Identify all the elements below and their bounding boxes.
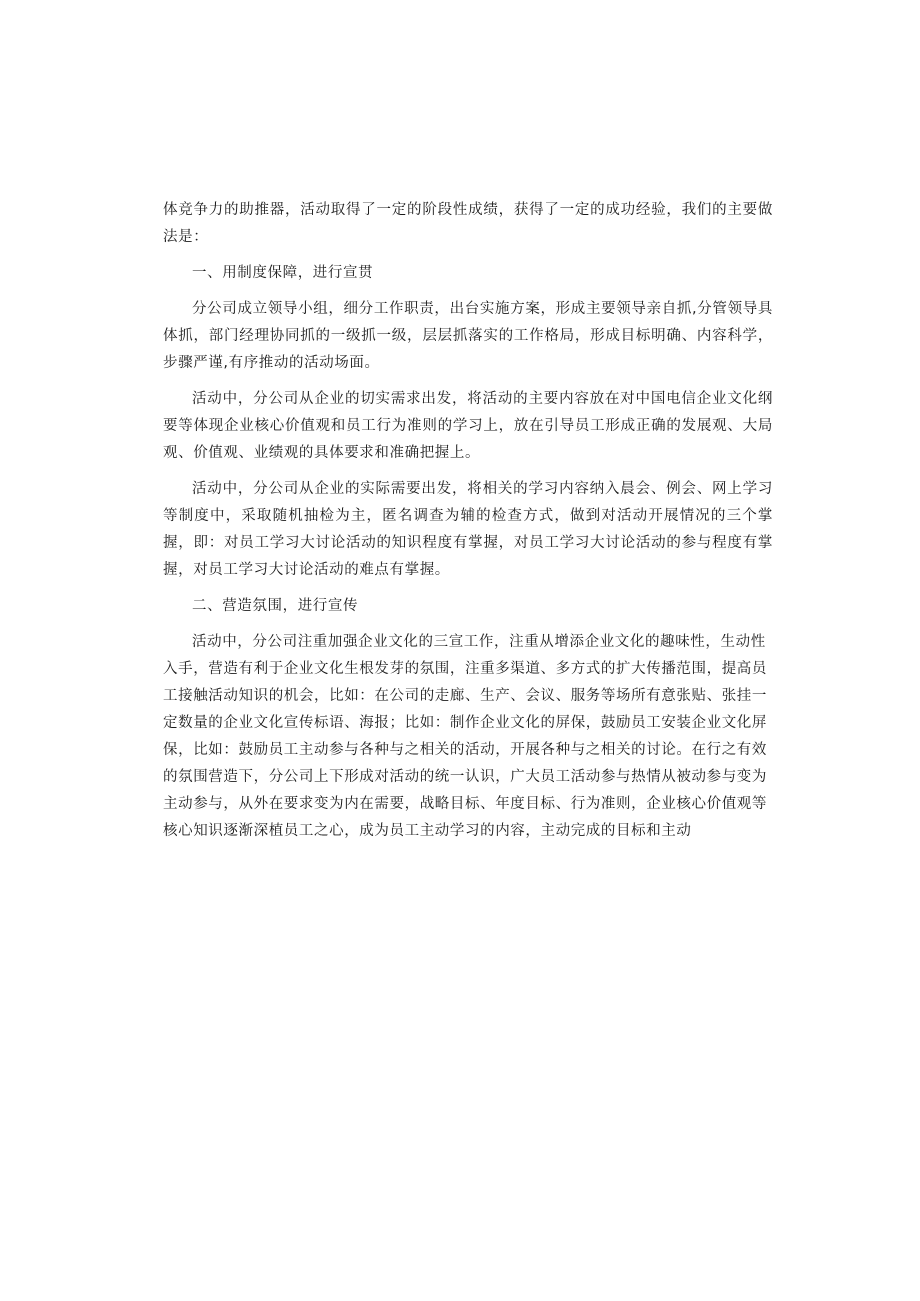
paragraph-needs: 活动中，分公司从企业的切实需求出发，将活动的主要内容放在对中国电信企业文化纲要等体现企业核心价值观和员工行为准则的学习上，放在引导员工形成正确的发展观、大局观、价值观、业绩观的具体要求和准确把握上。 [163, 391, 773, 461]
paragraph-study-system: 活动中，分公司从企业的实际需要出发，将相关的学习内容纳入晨会、例会、网上学习等制度中，采取随机抽检为主，匿名调查为辅的检查方式，做到对活动开展情况的三个掌握，即：对员工学习大讨论活动的知识程度有掌握，对员工学习大讨论活动的参与程度有掌握，对员工学习大讨论活动的难点有掌握。 [163, 481, 773, 578]
document-body [163, 197, 773, 854]
section-heading-2: 二、营造氛围，进行宣传 [192, 598, 359, 614]
paragraph-atmosphere: 活动中，分公司注重加强企业文化的三宣工作，注重从增添企业文化的趣味性，生动性入手，营造有利于企业文化生根发芽的氛围，注重多渠道、多方式的扩大传播范围，提高员工接触活动知识的机会，比如：在公司的走廊、生产、会议、服务等场所有意张贴、张挂一定数量的企业文化宣传标语、海报；比如：制作企业文化的屏保，鼓励员工安装企业文化屏保，比如：鼓励员工主动参与各种与之相关的活动，开展各种与之相关的讨论。在行之有效的氛围营造下，分公司上下形成对活动的统一认识，广大员工活动参与热情从被动参与变为主动参与，从外在要求变为内在需要，战略目标、年度目标、行为准则，企业核心价值观等核心知识逐渐深植员工之心，成为员工主动学习的内容，主动完成的目标和主动 [163, 634, 767, 839]
paragraph-leadership: 分公司成立领导小组，细分工作职责，出台实施方案，形成主要领导亲自抓,分管领导具体抓，部门经理协同抓的一级抓一级，层层抓落实的工作格局，形成目标明确、内容科学，步骤严谨,有序推动的活动场面。 [163, 301, 773, 371]
paragraph-intro: 体竞争力的助推器，活动取得了一定的阶段性成绩，获得了一定的成功经验，我们的主要做法是： [163, 202, 773, 245]
section-heading-1: 一、用制度保障，进行宣贯 [192, 265, 374, 281]
